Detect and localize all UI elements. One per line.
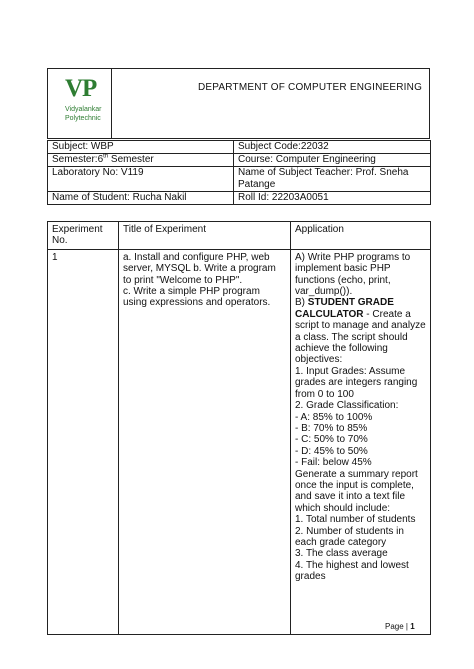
header-application: Application bbox=[291, 222, 431, 250]
page-label: Page bbox=[385, 622, 404, 631]
logo bbox=[48, 69, 112, 138]
subject-code-cell: Subject Code:22032 bbox=[234, 141, 431, 154]
app-b-prefix: B) bbox=[295, 297, 308, 309]
application-line: - D: 45% to 50% bbox=[295, 445, 368, 457]
header-box bbox=[47, 68, 430, 139]
subject-cell: Subject: WBP bbox=[48, 141, 234, 154]
logo-letters: VP bbox=[65, 75, 97, 102]
table-row bbox=[48, 249, 431, 634]
table-row bbox=[48, 154, 431, 167]
application-line: Generate a summary report once the input is complete, and save it into a text file which should include: bbox=[295, 468, 418, 514]
department-title: DEPARTMENT OF COMPUTER ENGINEERING bbox=[198, 82, 423, 93]
semester-sup: th bbox=[103, 153, 109, 160]
application-line: 2. Number of students in each grade category bbox=[295, 525, 404, 548]
application-line: 4. The highest and lowest grades bbox=[295, 559, 409, 583]
table-header-row bbox=[48, 222, 431, 250]
page-footer bbox=[385, 622, 415, 631]
application-part-a: A) Write PHP programs to implement basic PHP functions (echo, print, var_dump()). bbox=[295, 251, 411, 298]
page-number: 1 bbox=[410, 622, 415, 631]
lab-cell: Laboratory No: V119 bbox=[48, 167, 234, 192]
title-part-c: c. Write a simple PHP program using expressions and operators. bbox=[123, 286, 271, 309]
application-line: 1. Total number of students bbox=[295, 514, 416, 526]
table-row bbox=[48, 141, 431, 154]
header-experiment-no: Experiment No. bbox=[48, 222, 119, 250]
experiment-title bbox=[119, 249, 291, 634]
info-table bbox=[47, 140, 431, 205]
application-line: - A: 85% to 100% bbox=[295, 411, 373, 423]
experiment-number: 1 bbox=[48, 249, 119, 634]
semester-prefix: Semester:6 bbox=[52, 154, 104, 165]
course-cell: Course: Computer Engineering bbox=[234, 154, 431, 167]
experiment-application bbox=[291, 249, 431, 634]
roll-cell: Roll Id: 22203A0051 bbox=[234, 192, 431, 205]
experiment-table bbox=[47, 221, 431, 635]
application-part-b bbox=[295, 297, 426, 365]
teacher-cell: Name of Subject Teacher: Prof. Sneha Patange bbox=[234, 167, 431, 192]
header-title: Title of Experiment bbox=[119, 222, 291, 250]
semester-suffix: Semester bbox=[108, 154, 154, 165]
app-b-heading: STUDENT GRADE CALCULATOR bbox=[295, 297, 394, 320]
logo-line1: Vidyalankar bbox=[65, 106, 102, 113]
application-line: 3. The class average bbox=[295, 548, 388, 560]
application-line: 1. Input Grades: Assume grades are integers ranging from 0 to 100 bbox=[295, 365, 418, 400]
page-separator: | bbox=[403, 622, 411, 631]
application-line: - B: 70% to 85% bbox=[295, 422, 368, 434]
logo-line2: Polytechnic bbox=[65, 115, 101, 122]
application-line: - Fail: below 45% bbox=[295, 457, 372, 469]
table-row bbox=[48, 192, 431, 205]
application-line: - C: 50% to 70% bbox=[295, 434, 368, 446]
app-b-text: - Create a script to manage and analyze a class. The script should achieve the following objectives: bbox=[295, 308, 426, 366]
application-line: 2. Grade Classification: bbox=[295, 400, 399, 412]
student-cell: Name of Student: Rucha Nakil bbox=[48, 192, 234, 205]
title-part-a: a. Install and configure PHP, web server, MYSQL b. Write a program to print "Welcome to PHP". bbox=[123, 251, 276, 286]
table-row bbox=[48, 167, 431, 192]
semester-cell bbox=[48, 154, 234, 167]
